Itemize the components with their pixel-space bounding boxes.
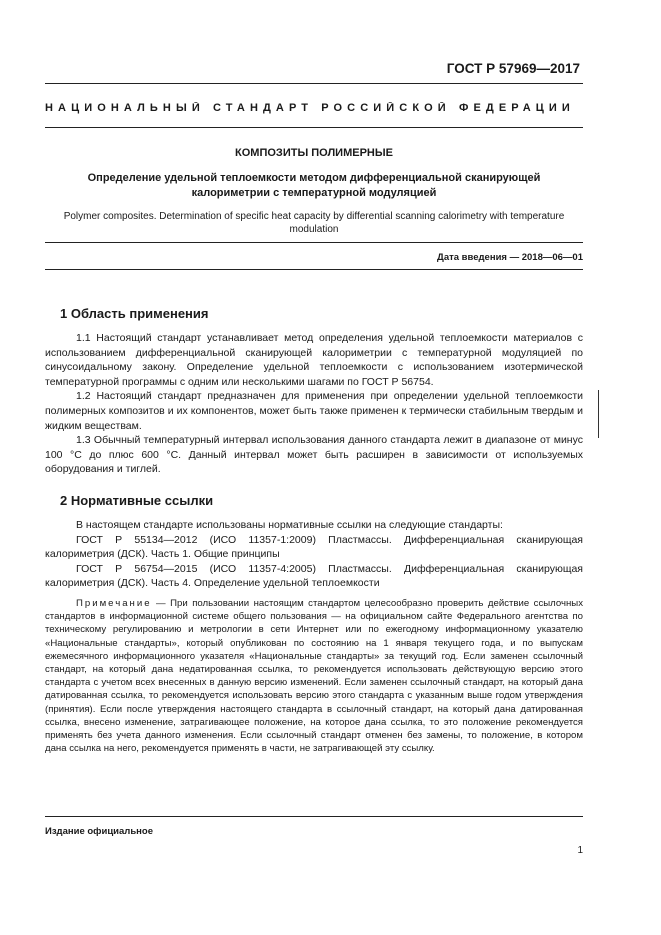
section-1-body [45, 331, 583, 477]
title-rule [45, 242, 583, 243]
section-1-heading: 1 Область применения [60, 306, 209, 321]
paragraph-1-2: 1.2 Настоящий стандарт предназначен для применения при определении удельной теплоемкости полимерных композитов и их компонентов, может быть также применен к термически стабильным твердым и жидким веществам. [45, 390, 583, 432]
reference-item: ГОСТ Р 55134—2012 (ИСО 11357-1:2009) Пластмассы. Дифференциальная сканирующая калориметрия (ДСК). Часть 1. Общие принципы [45, 533, 583, 561]
page-number: 1 [577, 845, 583, 856]
footer-rule [45, 816, 583, 817]
note-label: Примечание [76, 598, 152, 609]
intro-rule [45, 269, 583, 270]
title-ru-line-1: Определение удельной теплоемкости методом дифференциальной сканирующей [87, 172, 541, 184]
note-text: — При пользовании настоящим стандартом целесообразно проверить действие ссылочных стандартов в информационной системе общего пользования — на официальном сайте Федерального агентства по техническому регулированию и метрологии в сети Интернет или по ежегодному информационному указателю «Национальные стандарты», который опубликован по состоянию на 1 января текущего года, и по выпускам ежемесячного информационного указателя «Национальные стандарты» за текущий год. Если заменен ссылочный стандарт, на который дана недатированная ссылка, то рекомендуется использовать действующую версию этого стандарта с учетом всех внесенных в данную версию изменений. Если заменен ссылочный стандарт, на который дана датированная ссылка, то рекомендуется использовать версию этого стандарта с указанным выше годом утверждения (принятия). Если после утверждения настоящего стандарта в ссылочный стандарт, на который дана датированная ссылка, внесено изменение, затрагивающее положение, на которое дана ссылка, то это положение рекомендуется применять без учета данного изменения. Если ссылочный стандарт отменен без замены, то положение, в котором дана ссылка на него, рекомендуется применять в части, не затрагивающей эту ссылку. [45, 598, 583, 755]
paragraph-1-3: 1.3 Обычный температурный интервал использования данного стандарта лежит в диапазоне от минус 100 °С до плюс 600 °С. Данный интервал может быть расширен в зависимости от используемых оборудования и тиглей. [45, 434, 583, 476]
introduction-date: Дата введения — 2018—06—01 [437, 252, 583, 263]
document-title-en: Polymer composites. Determination of specific heat capacity by differential scanning calorimetry with temperature modulation [63, 211, 565, 235]
document-kind: КОМПОЗИТЫ ПОЛИМЕРНЫЕ [235, 147, 393, 159]
section-2-heading: 2 Нормативные ссылки [60, 493, 214, 508]
standard-number: ГОСТ Р 57969—2017 [446, 61, 580, 76]
header-rule-lower [45, 127, 583, 128]
note [45, 597, 583, 755]
title-ru-line-2: калориметрии с температурной модуляцией [191, 187, 437, 199]
paragraph-1-1: 1.1 Настоящий стандарт устанавливает метод определения удельной теплоемкости материалов с использованием дифференциальной сканирующей калориметрии с температурной модуляцией по синусоидальному закону. Определение удельной теплоемкости с использованием изотермической температурной программы с одним или несколькими шагами по ГОСТ Р 56754. [45, 332, 583, 388]
reference-item: ГОСТ Р 56754—2015 (ИСО 11357-4:2005) Пластмассы. Дифференциальная сканирующая калориметрия (ДСК). Часть 4. Определение удельной теплоемкости [45, 562, 583, 590]
document-title-ru [45, 171, 583, 201]
change-bar [598, 390, 599, 438]
national-standard-heading: НАЦИОНАЛЬНЫЙ СТАНДАРТ РОССИЙСКОЙ ФЕДЕРАЦИИ [45, 102, 575, 114]
section-2-body [45, 518, 583, 591]
header-rule [45, 83, 583, 84]
official-edition-label: Издание официальное [45, 826, 153, 837]
references-intro: В настоящем стандарте использованы нормативные ссылки на следующие стандарты: [76, 519, 503, 531]
